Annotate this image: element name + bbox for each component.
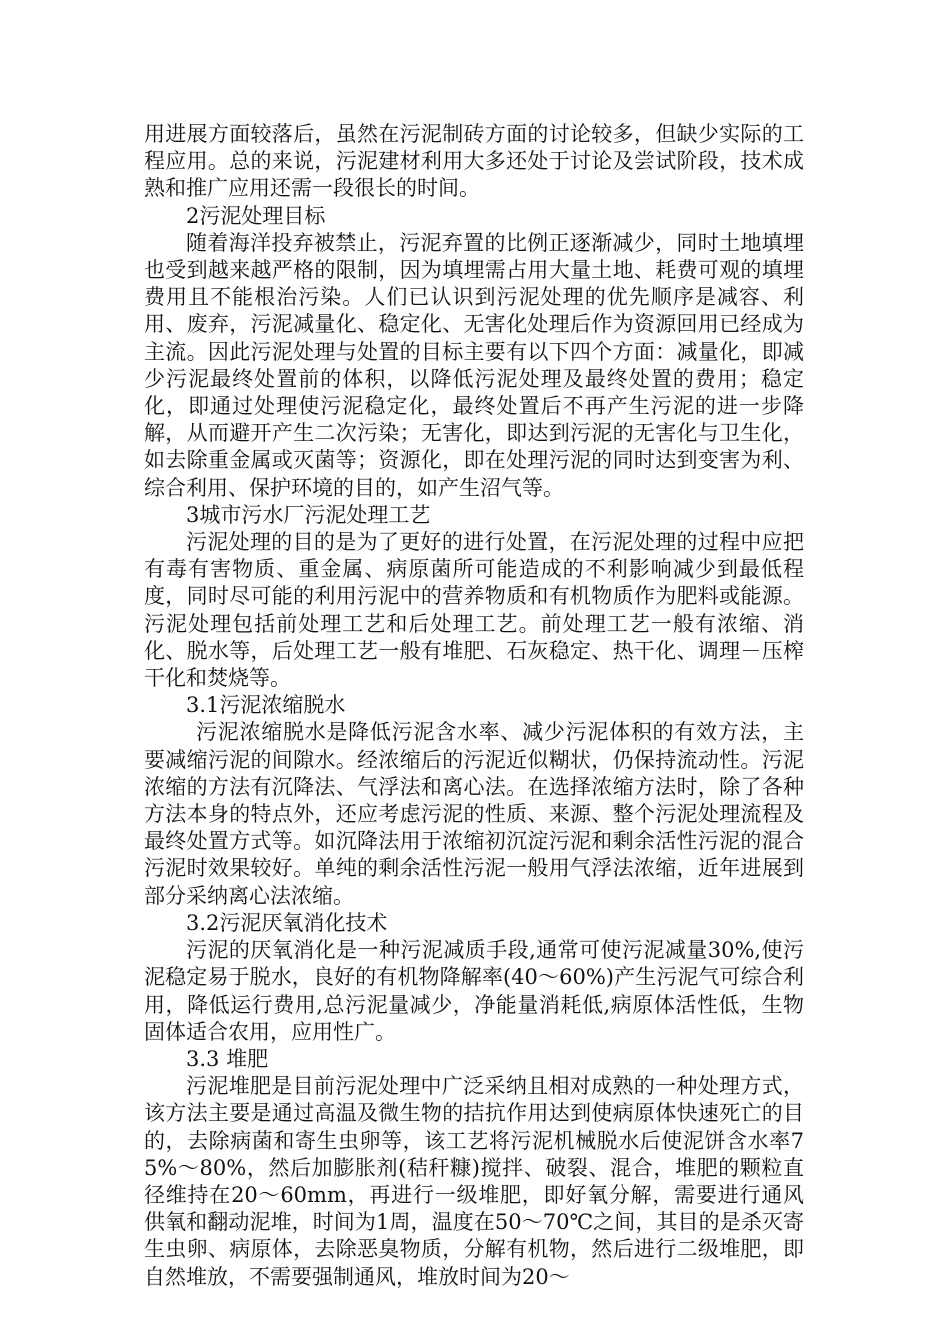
section-heading-3-2: 3.2污泥厌氧消化技术 (186, 910, 388, 935)
paragraph-composting: 污泥堆肥是目前污泥处理中广泛采纳且相对成熟的一种处理方式，该方法主要是通过高温及微生物的拮抗作用达到使病原体快速死亡的目的，去除病菌和寄生虫卵等，该工艺将污泥机械脱水后使泥饼含水率75%～80%，然后加膨胀剂(秸秆糠)搅拌、破裂、混合，堆肥的颗粒直径维持在20～60mm，再进行一级堆肥，即好氧分解，需要进行通风供氧和翻动泥堆，时间为1周，温度在50～70℃之间，其目的是杀灭寄生虫卵、病原体，去除恶臭物质，分解有机物，然后进行二级堆肥，即自然堆放，不需要强制通风，堆放时间为20～ (144, 1074, 804, 1289)
paragraph-thickening-dewatering: 污泥浓缩脱水是降低污泥含水率、减少污泥体积的有效方法，主要减缩污泥的间隙水。经浓缩后的污泥近似糊状，仍保持流动性。污泥浓缩的方法有沉降法、气浮法和离心法。在选择浓缩方法时，除了各种方法本身的特点外，还应考虑污泥的性质、来源、整个污泥处理流程及最终处置方式等。如沉降法用于浓缩初沉淀污泥和剩余活性污泥的混合污泥时效果较好。单纯的剩余活性污泥一般用气浮法浓缩，近年进展到部分采纳离心法浓缩。 (144, 720, 804, 908)
section-heading-3-3: 3.3 堆肥 (186, 1046, 269, 1071)
document-body (144, 121, 804, 1291)
section-heading-3: 3城市污水厂污泥处理工艺 (186, 502, 431, 527)
paragraph-treatment-goals: 随着海洋投弃被禁止，污泥弃置的比例正逐渐减少，同时土地填埋也受到越来越严格的限制，因为填埋需占用大量土地、耗费可观的填埋费用且不能根治污染。人们已认识到污泥处理的优先顺序是减容、利用、废弃，污泥减量化、稳定化、无害化处理后作为资源回用已经成为主流。因此污泥处理与处置的目标主要有以下四个方面：减量化，即减少污泥最终处置前的体积，以降低污泥处理及最终处置的费用；稳定化，即通过处理使污泥稳定化，最终处置后不再产生污泥的进一步降解，从而避开产生二次污染；无害化，即达到污泥的无害化与卫生化，如去除重金属或灭菌等；资源化，即在处理污泥的同时达到变害为利、综合利用、保护环境的目的，如产生沼气等。 (144, 230, 804, 500)
paragraph-continuation: 用进展方面较落后，虽然在污泥制砖方面的讨论较多，但缺少实际的工程应用。总的来说，污泥建材利用大多还处于讨论及尝试阶段，技术成熟和推广应用还需一段很长的时间。 (144, 122, 804, 201)
section-heading-3-1: 3.1污泥浓缩脱水 (186, 693, 346, 718)
section-heading-2: 2污泥处理目标 (186, 203, 326, 228)
paragraph-anaerobic-digestion: 污泥的厌氧消化是一种污泥减质手段,通常可使污泥减量30%,使污泥稳定易于脱水，良好的有机物降解率(40～60%)产生污泥气可综合利用，降低运行费用,总污泥量减少，净能量消耗低,病原体活性低，生物固体适合农用，应用性广。 (144, 938, 804, 1044)
paragraph-treatment-process: 污泥处理的目的是为了更好的进行处置，在污泥处理的过程中应把有毒有害物质、重金属、病原菌所可能造成的不利影响减少到最低程度，同时尽可能的利用污泥中的营养物质和有机物质作为肥料或能源。污泥处理包括前处理工艺和后处理工艺。前处理工艺一般有浓缩、消化、脱水等，后处理工艺一般有堆肥、石灰稳定、热干化、调理－压榨干化和焚烧等。 (144, 530, 804, 691)
